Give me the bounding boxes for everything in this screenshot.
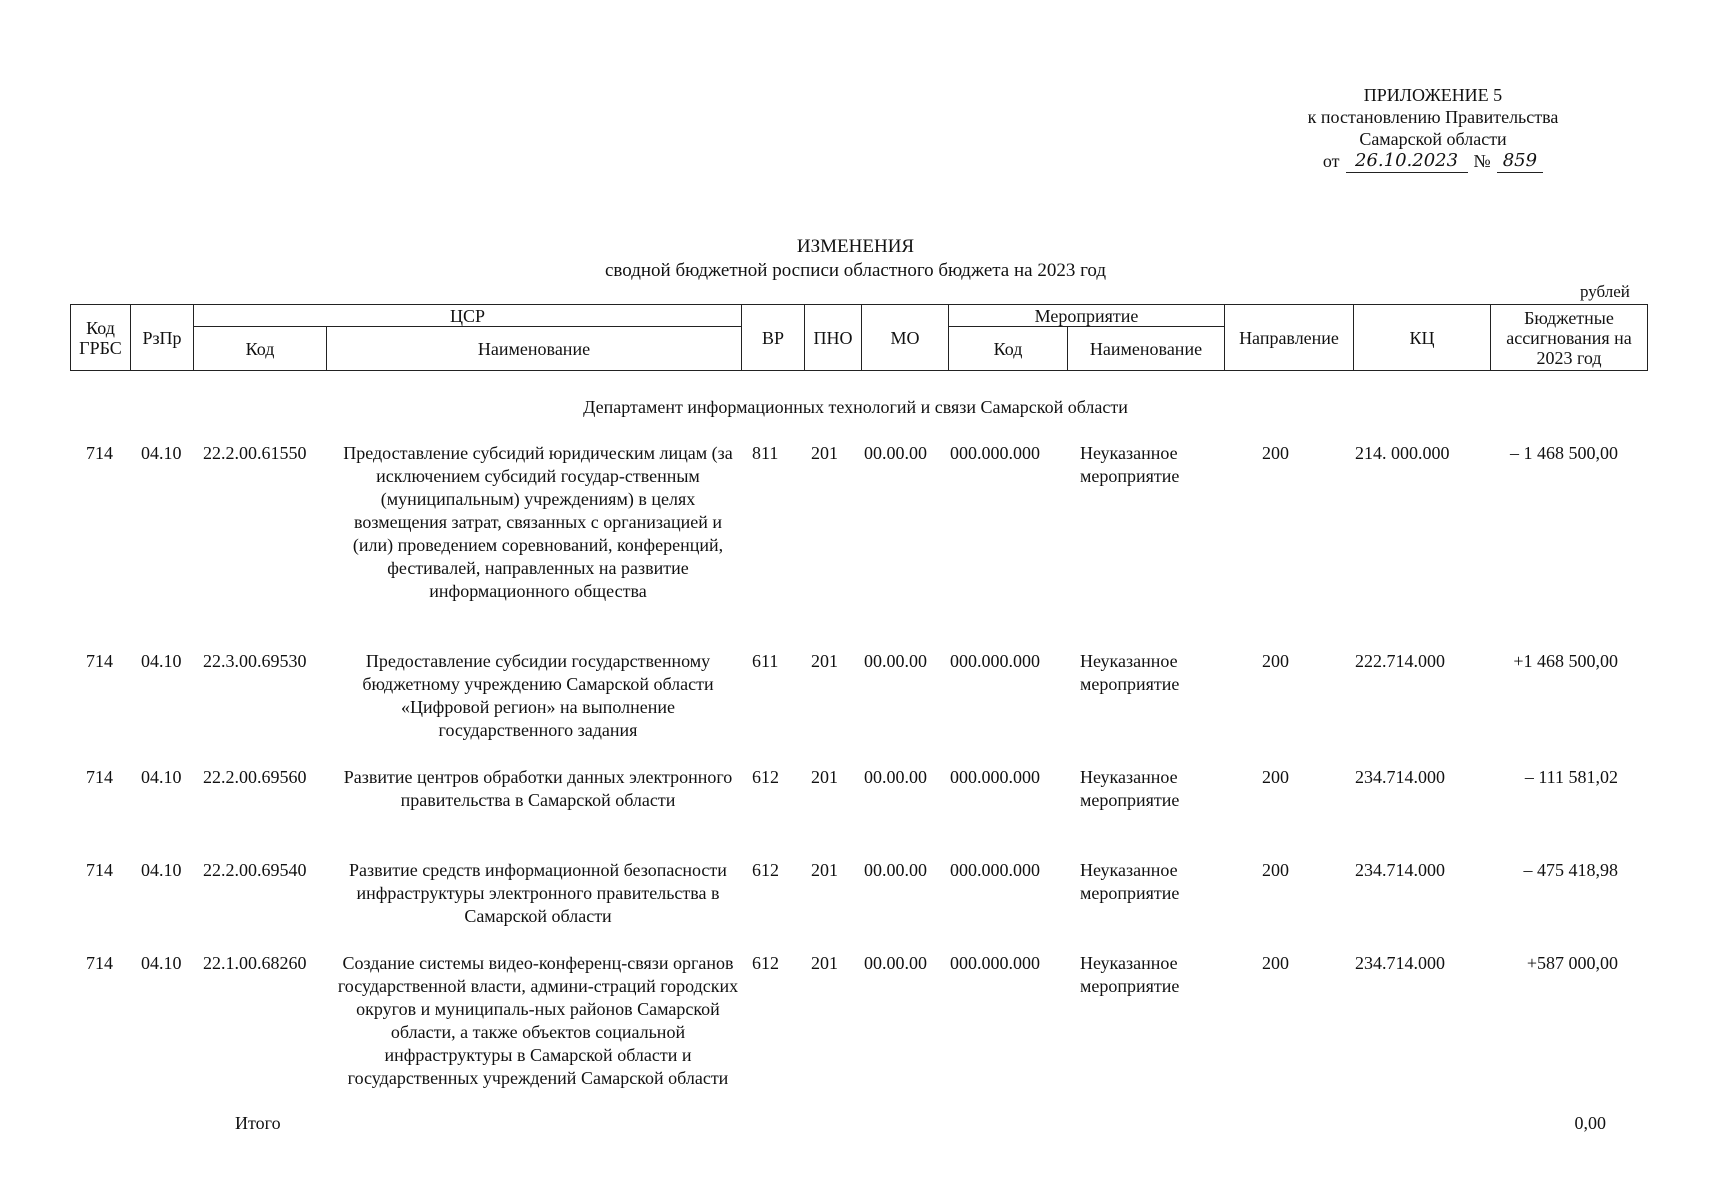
mo-code: 00.00.00 [864, 767, 927, 787]
header-mo: МО [862, 305, 949, 371]
rzpr-code: 04.10 [141, 651, 182, 671]
event-code: 000.000.000 [950, 860, 1040, 880]
mo-code: 00.00.00 [864, 651, 927, 671]
header-rzpr: РзПр [131, 305, 194, 371]
direction: 200 [1262, 953, 1289, 973]
budget-sum: +587 000,00 [1526, 953, 1618, 973]
appendix-block [1283, 84, 1583, 173]
appendix-date-line [1283, 150, 1583, 173]
vr-code: 612 [752, 767, 779, 787]
csr-code: 22.1.00.68260 [203, 953, 307, 973]
event-name: Неуказанное мероприятие [1080, 651, 1180, 694]
grbs-code: 714 [86, 443, 113, 463]
pno-code: 201 [811, 860, 838, 880]
handwritten-date: 26.10.2023 [1346, 150, 1468, 173]
vr-code: 612 [752, 860, 779, 880]
title-line1: ИЗМЕНЕНИЯ [796, 236, 915, 257]
department-name: Департамент информационных технологий и связи Самарской области [583, 397, 1128, 417]
vr-code: 611 [752, 651, 779, 671]
pno-code: 201 [811, 767, 838, 787]
header-event: Мероприятие [949, 305, 1225, 327]
table-header [70, 304, 1648, 371]
grbs-code: 714 [86, 651, 113, 671]
csr-code: 22.2.00.69540 [203, 860, 307, 880]
appendix-line3: Самарской области [1359, 129, 1507, 149]
appendix-line2: к постановлению Правительства [1307, 107, 1559, 127]
event-code: 000.000.000 [950, 953, 1040, 973]
vr-code: 811 [752, 443, 779, 463]
grbs-code: 714 [86, 767, 113, 787]
header-vr: ВР [742, 305, 805, 371]
mo-code: 00.00.00 [864, 953, 927, 973]
event-name: Неуказанное мероприятие [1080, 767, 1180, 810]
title-line2: сводной бюджетной росписи областного бюджета на 2023 год [604, 260, 1107, 281]
event-code: 000.000.000 [950, 443, 1040, 463]
event-name: Неуказанное мероприятие [1080, 443, 1180, 486]
number-prefix: № [1473, 151, 1491, 171]
rzpr-code: 04.10 [141, 767, 182, 787]
direction: 200 [1262, 651, 1289, 671]
handwritten-number: 859 [1497, 150, 1543, 173]
header-csr-code: Код [194, 327, 327, 371]
grbs-code: 714 [86, 953, 113, 973]
csr-code: 22.3.00.69530 [203, 651, 307, 671]
units-label: рублей [1580, 282, 1630, 301]
grbs-code: 714 [86, 860, 113, 880]
header-direction: Направление [1225, 305, 1354, 371]
rzpr-code: 04.10 [141, 953, 182, 973]
header-grbs: Код ГРБС [71, 305, 131, 371]
event-code: 000.000.000 [950, 767, 1040, 787]
header-csr: ЦСР [194, 305, 742, 327]
csr-code: 22.2.00.69560 [203, 767, 307, 787]
header-budget: Бюджетные ассигнования на 2023 год [1491, 305, 1648, 371]
direction: 200 [1262, 767, 1289, 787]
kc-code: 234.714.000 [1355, 953, 1445, 973]
appendix-title: ПРИЛОЖЕНИЕ 5 [1363, 85, 1503, 105]
csr-name: Предоставление субсидии государственному бюджетному учреждению Самарской области «Цифровой регион» на выполнение государственного задания [362, 651, 714, 740]
date-prefix: от [1322, 151, 1340, 171]
pno-code: 201 [811, 651, 838, 671]
document-title [0, 235, 1711, 283]
header-csr-name: Наименование [327, 327, 742, 371]
rzpr-code: 04.10 [141, 860, 182, 880]
rzpr-code: 04.10 [141, 443, 182, 463]
header-event-name: Наименование [1068, 327, 1225, 371]
direction: 200 [1262, 860, 1289, 880]
total-sum: 0,00 [1574, 1113, 1606, 1133]
kc-code: 234.714.000 [1355, 767, 1445, 787]
mo-code: 00.00.00 [864, 443, 927, 463]
event-name: Неуказанное мероприятие [1080, 860, 1180, 903]
csr-name: Создание системы видео-конференц-связи органов государственной власти, админи-страций городских округов и муниципаль-ных районов Самарской области, а также объектов социальной инфраструктуры в Самарской области и государственных учреждений Самарской области [337, 953, 739, 1088]
csr-code: 22.2.00.61550 [203, 443, 307, 463]
kc-code: 214. 000.000 [1355, 443, 1450, 463]
budget-sum: – 1 468 500,00 [1510, 443, 1618, 463]
budget-sum: – 111 581,02 [1524, 767, 1618, 787]
pno-code: 201 [811, 443, 838, 463]
header-event-code: Код [949, 327, 1068, 371]
pno-code: 201 [811, 953, 838, 973]
kc-code: 222.714.000 [1355, 651, 1445, 671]
direction: 200 [1262, 443, 1289, 463]
mo-code: 00.00.00 [864, 860, 927, 880]
header-pno: ПНО [805, 305, 862, 371]
event-name: Неуказанное мероприятие [1080, 953, 1180, 996]
vr-code: 612 [752, 953, 779, 973]
csr-name: Развитие центров обработки данных электронного правительства в Самарской области [343, 767, 733, 810]
header-kc: КЦ [1354, 305, 1491, 371]
total-label: Итого [235, 1113, 281, 1133]
budget-sum: – 475 418,98 [1523, 860, 1618, 880]
csr-name: Развитие средств информационной безопасности инфраструктуры электронного правительства в Самарской области [349, 860, 727, 926]
csr-name: Предоставление субсидий юридическим лицам (за исключением субсидий государ-ственным (муниципальным) учреждениям) в целях возмещения затрат, связанных с организацией и (или) проведением соревнований, конференций, фестивалей, направленных на развитие информационного общества [343, 443, 733, 601]
kc-code: 234.714.000 [1355, 860, 1445, 880]
budget-sum: +1 468 500,00 [1513, 651, 1618, 671]
event-code: 000.000.000 [950, 651, 1040, 671]
